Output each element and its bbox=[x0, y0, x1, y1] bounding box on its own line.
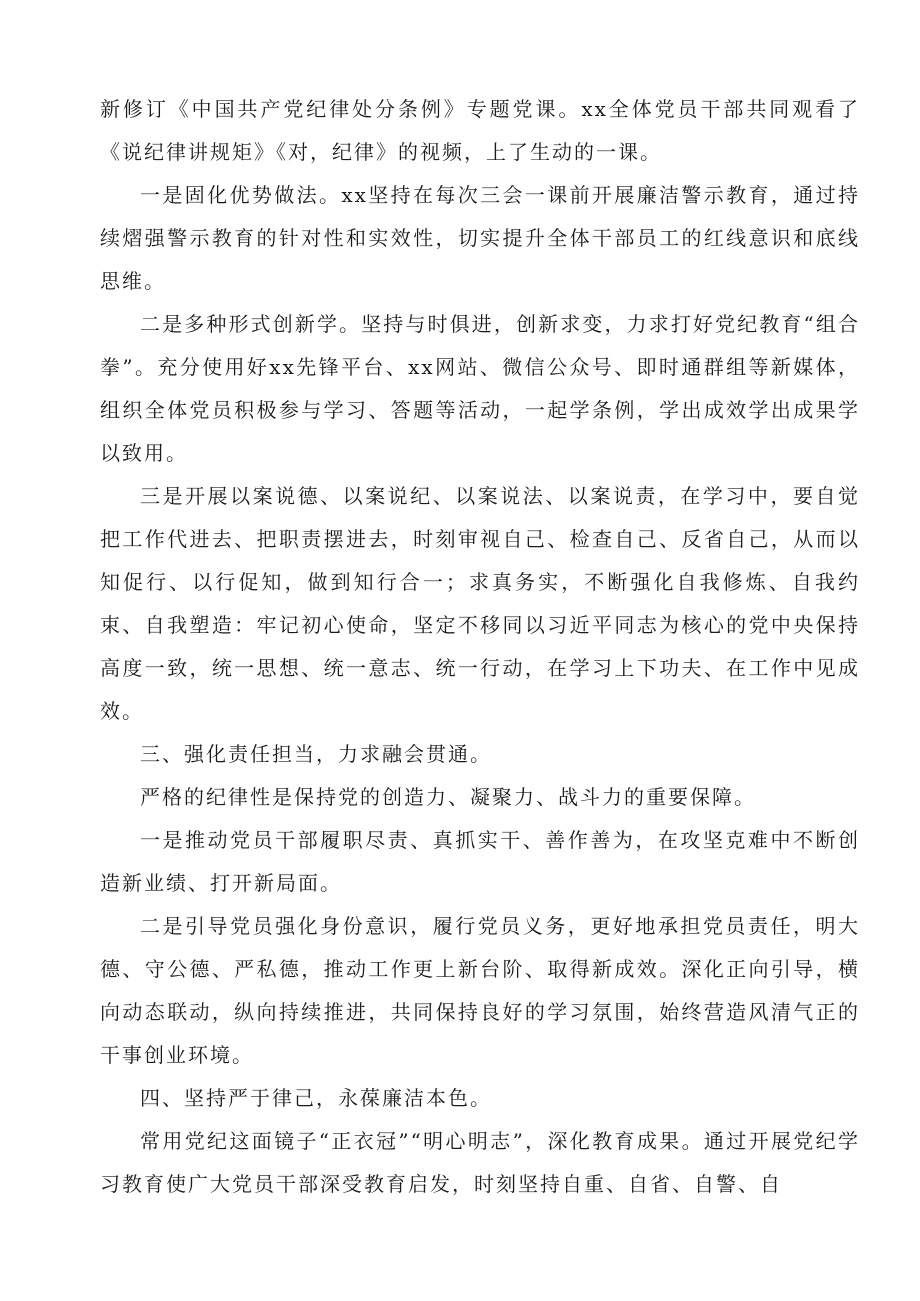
section-heading-four: 四、坚持严于律己，永葆廉洁本色。 bbox=[140, 1086, 492, 1110]
paragraph-continuation: 新修订《中国共产党纪律处分条例》专题党课。xx全体党员干部共同观看了《说纪律讲规矩》《对，纪律》的视频，上了生动的一课。 bbox=[100, 97, 860, 164]
section-heading-three: 三、强化责任担当，力求融会贯通。 bbox=[140, 742, 492, 766]
paragraph-point-one: 一是固化优势做法。xx坚持在每次三会一课前开展廉洁警示教育，通过持续熠强警示教育的针对性和实效性，切实提升全体干部员工的红线意识和底线思维。 bbox=[100, 183, 860, 293]
paragraph-discipline: 严格的纪律性是保持党的创造力、凝聚力、战斗力的重要保障。 bbox=[140, 785, 756, 809]
paragraph-point-three: 三是开展以案说德、以案说纪、以案说法、以案说责，在学习中，要自觉把工作代进去、把职责摆进去，时刻审视自己、检查自己、反省自己，从而以知促行、以行促知，做到知行合一；求真务实，不断强化自我修炼、自我约束、自我塑造：牢记初心使命，坚定不移同以习近平同志为核心的党中央保持高度一致，统一思想、统一意志、统一行动，在学习上下功夫、在工作中见成效。 bbox=[100, 484, 860, 723]
paragraph-promote-cadres: 一是推动党员干部履职尽责、真抓实干、善作善为，在攻坚克难中不断创造新业绩、打开新局面。 bbox=[100, 828, 860, 895]
paragraph-point-two: 二是多种形式创新学。坚持与时俱进，创新求变，力求打好党纪教育“组合拳”。充分使用好xx先锋平台、xx网站、微信公众号、即时通群组等新媒体，组织全体党员积极参与学习、答题等活动，一起学条例，学出成效学出成果学以致用。 bbox=[100, 312, 860, 465]
paragraph-mirror: 常用党纪这面镜子“正衣冠”“明心明志”，深化教育成果。通过开展党纪学习教育使广大党员干部深受教育启发，时刻坚持自重、自省、自警、自 bbox=[100, 1129, 860, 1196]
document-body bbox=[100, 88, 860, 1206]
paragraph-guide-members: 二是引导党员强化身份意识，履行党员义务，更好地承担党员责任，明大德、守公德、严私德，推动工作更上新台阶、取得新成效。深化正向引导，横向动态联动，纵向持续推进，共同保持良好的学习氛围，始终营造风清气正的干事创业环境。 bbox=[100, 914, 860, 1067]
